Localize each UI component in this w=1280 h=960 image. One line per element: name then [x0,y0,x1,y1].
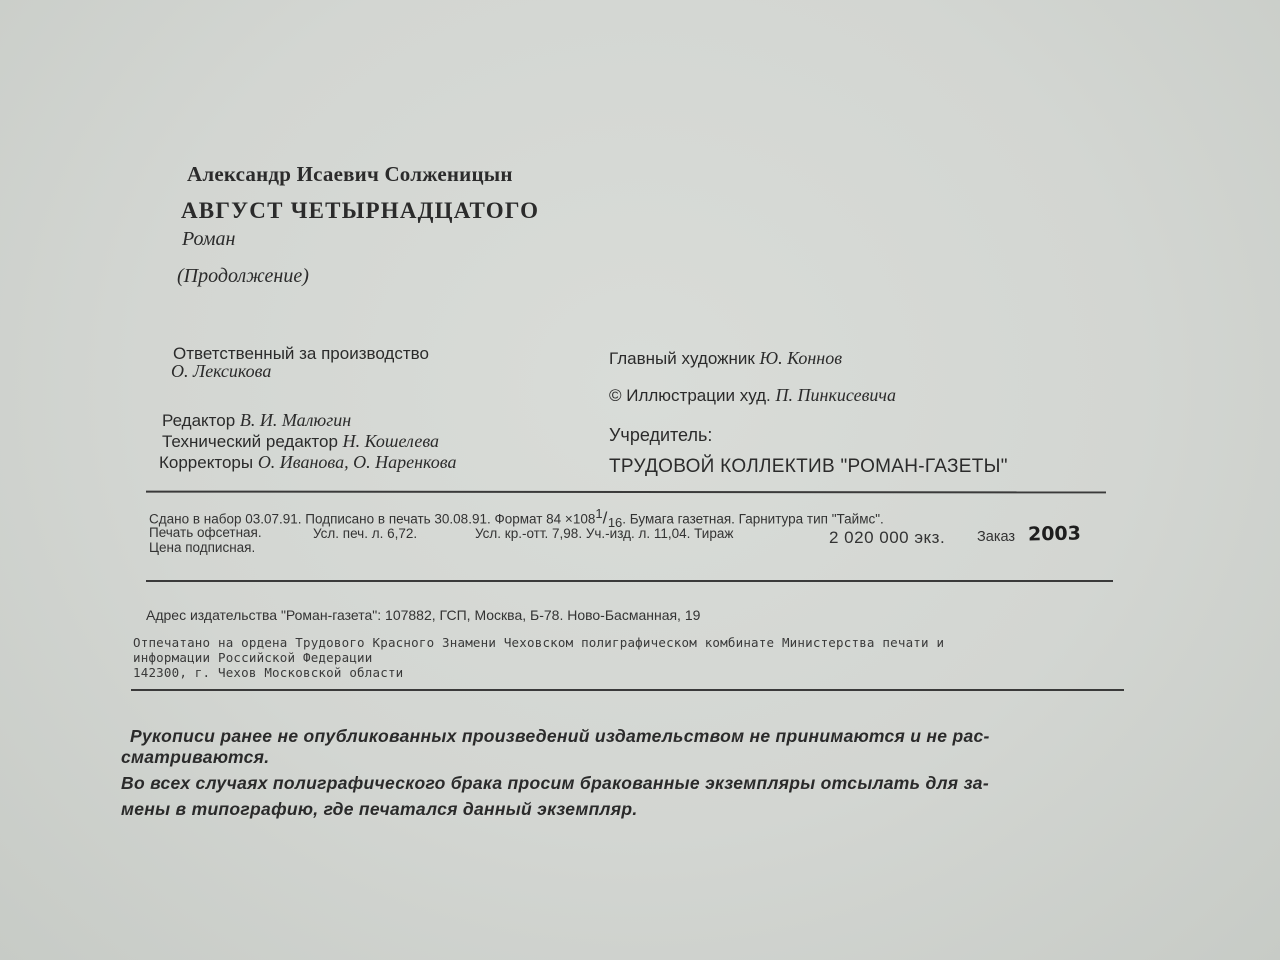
printer-line-3: 142300, г. Чехов Московской области [133,665,404,680]
editor-label: Редактор [162,411,236,430]
illustrations-name: П. Пинкисевича [775,385,897,405]
imprint-line-1-start: Сдано в набор 03.07.91. Подписано в печать 30.08.91. Формат 84 ×108 [149,511,596,527]
divider-rule-2 [146,580,1113,582]
illustrations-label: © Иллюстрации худ. [609,386,771,405]
tech-editor-label: Технический редактор [162,432,338,451]
order-number-handwritten: 2003 [1027,522,1082,546]
author-name: Александр Исаевич Солженицын [187,162,513,186]
founder-name: ТРУДОВОЙ КОЛЛЕКТИВ "РОМАН-ГАЗЕТЫ" [609,456,1008,477]
tech-editor-name: Н. Кошелева [342,431,440,451]
illustrations-line [609,385,896,406]
circulation-value: 2 020 000 экз. [829,528,946,547]
book-title: АВГУСТ ЧЕТЫРНАДЦАТОГО [181,198,540,223]
imprint-line-2a: Печать офсетная. [149,525,262,540]
founder-label: Учредитель: [609,425,713,445]
notice-line-2: сматриваются. [121,747,270,767]
printer-line-1: Отпечатано на ордена Трудового Красного Знамени Чеховском полиграфическом комбинате Министерства печати и [133,635,945,650]
proofreaders-label: Корректоры [159,453,254,472]
chief-artist-label: Главный художник [609,349,755,368]
publisher-address: Адрес издательства "Роман-газета": 107882, ГСП, Москва, Б-78. Ново-Басманная, 19 [146,607,701,623]
format-fraction-numerator: 1 [595,506,603,521]
chief-artist-line [609,348,842,369]
order-label: Заказ [977,529,1016,545]
continuation-note: (Продолжение) [177,265,309,287]
proofreaders-line [159,452,456,473]
production-name: О. Лексикова [171,361,272,381]
tech-editor-line [162,431,439,452]
editor-line [162,410,351,431]
divider-rule-3 [131,689,1124,691]
divider-rule-1 [146,491,1106,494]
editor-name: В. И. Малюгин [239,410,352,430]
format-fraction-denominator: 16 [607,515,623,531]
proofreaders-names: О. Иванова, О. Наренкова [257,452,457,472]
notice-line-3: Во всех случаях полиграфического брака просим бракованные экземпляры отсылать для за- [121,773,989,793]
printer-line-2: информации Российской Федерации [133,650,373,665]
format-fraction-slash: / [602,508,608,528]
imprint-line-2b: Усл. печ. л. 6,72. [313,526,418,541]
notice-line-4: мены в типографию, где печатался данный экземпляр. [121,799,638,819]
book-genre: Роман [182,228,236,250]
chief-artist-name: Ю. Коннов [759,348,843,368]
imprint-line-2c: Усл. кр.-отт. 7,98. Уч.-изд. л. 11,04. Тираж [475,526,734,541]
imprint-line-3: Цена подписная. [149,540,256,555]
notice-line-1: Рукописи ранее не опубликованных произведений издательством не принимаются и не рас- [130,726,990,746]
production-label: Ответственный за производство [173,344,429,363]
imprint-line-1-end: . Бумага газетная. Гарнитура тип "Таймс". [622,511,884,527]
